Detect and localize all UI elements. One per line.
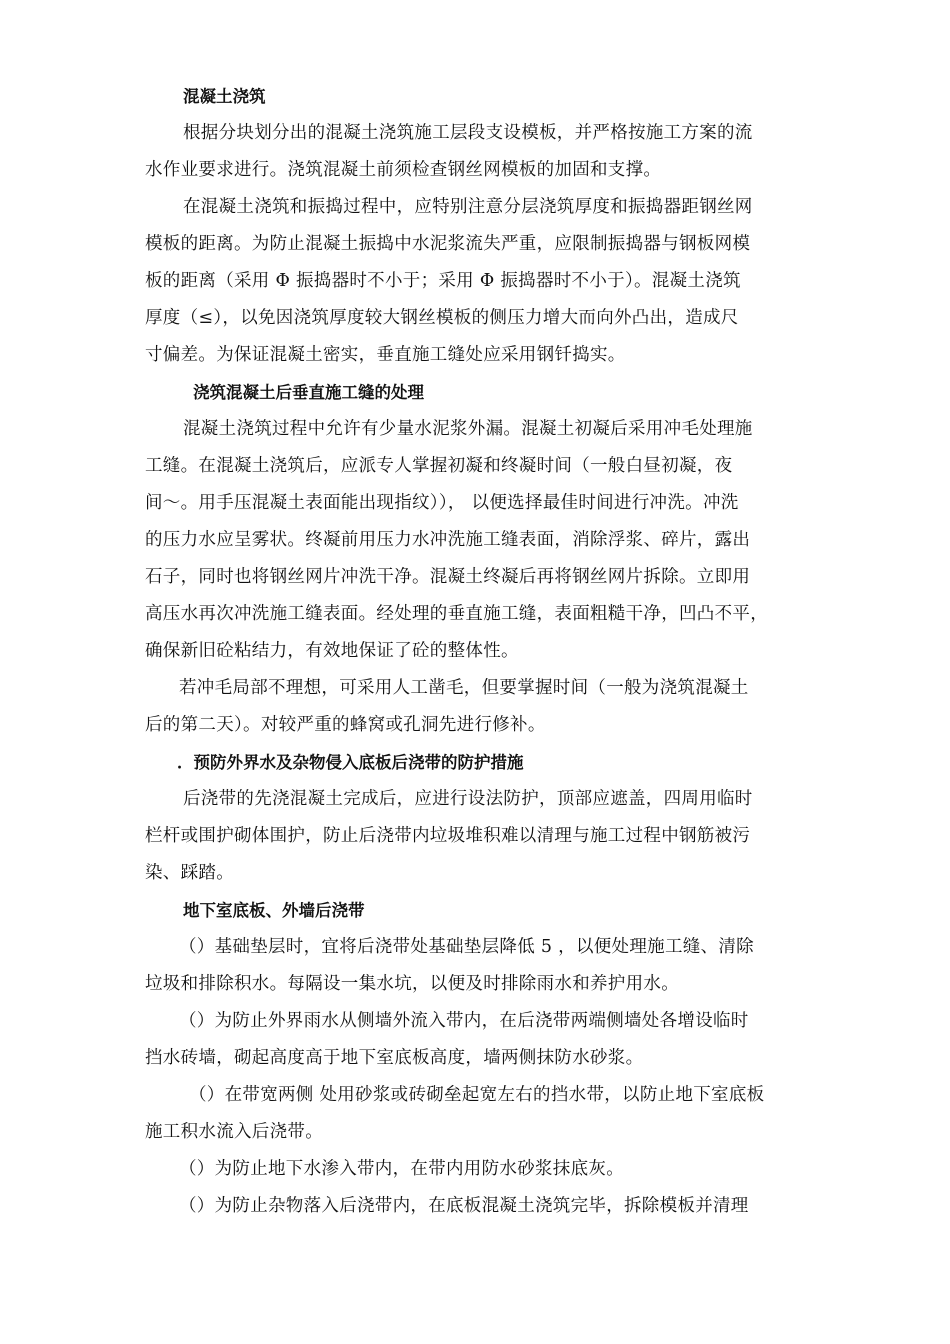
text-line: （）为防止外界雨水从侧墙外流入带内，在后浇带两端侧墙处各增设临时 [179, 1011, 749, 1031]
text-line: 模板的距离。为防止混凝土振捣中水泥浆流失严重，应限制振捣器与钢板网模 [145, 234, 751, 254]
paragraph [145, 781, 807, 892]
text-line: （）为防止地下水渗入带内，在带内用防水砂浆抹底灰。 [179, 1159, 624, 1179]
text-line: 水作业要求进行。浇筑混凝土前须检查钢丝网模板的加固和支撑。 [145, 160, 662, 180]
paragraph [145, 670, 807, 744]
text-line: 寸偏差。为保证混凝土密实，垂直施工缝处应采用钢钎捣实。 [145, 345, 626, 365]
text-line: 石子，同时也将钢丝网片冲洗干净。混凝土终凝后再将钢丝网片拆除。立即用 [145, 567, 751, 587]
text-line: 间～。用手压混凝土表面能出现指纹））， 以便选择最佳时间进行冲洗。冲洗 [145, 493, 739, 513]
paragraph [145, 115, 807, 189]
paragraph [145, 1077, 807, 1151]
paragraph [145, 1188, 807, 1225]
text-line: 根据分块划分出的混凝土浇筑施工层段支设模板，并严格按施工方案的流 [183, 123, 753, 143]
text-line: 板的距离（采用 Φ 振捣器时不小于；采用 Φ 振捣器时不小于）。混凝土浇筑 [145, 271, 741, 291]
text-line: 后的第二天）。对较严重的蜂窝或孔洞先进行修补。 [145, 715, 546, 735]
text-line: 若冲毛局部不理想，可采用人工凿毛，但要掌握时间（一般为浇筑混凝土 [179, 678, 749, 698]
text-line: 的压力水应呈雾状。终凝前用压力水冲洗施工缝表面，消除浮浆、碎片，露出 [145, 530, 751, 550]
text-line: 在混凝土浇筑和振捣过程中，应特别注意分层浇筑厚度和振捣器距钢丝网 [183, 197, 753, 217]
section-heading: 浇筑混凝土后垂直施工缝的处理 [193, 383, 424, 402]
paragraph [145, 189, 807, 374]
paragraph [145, 1151, 807, 1188]
text-line: 高压水再次冲洗施工缝表面。经处理的垂直施工缝，表面粗糙干净，凹凸不平， [145, 604, 768, 624]
paragraph [145, 411, 807, 670]
text-line: 工缝。在混凝土浇筑后，应派专人掌握初凝和终凝时间（一般白昼初凝，夜 [145, 456, 733, 476]
text-line: 施工积水流入后浇带。 [145, 1122, 323, 1142]
section-heading: 混凝土浇筑 [183, 87, 266, 106]
document-page [145, 78, 807, 1225]
text-line: 栏杆或围护砌体围护，防止后浇带内垃圾堆积难以清理与施工过程中钢筋被污 [145, 826, 751, 846]
text-line: （）在带宽两侧 处用砂浆或砖砌垒起宽左右的挡水带，以防止地下室底板 [189, 1085, 765, 1105]
text-line: 确保新旧砼粘结力，有效地保证了砼的整体性。 [145, 641, 519, 661]
paragraph [145, 1003, 807, 1077]
text-line: 染、踩踏。 [145, 863, 234, 883]
text-line: 垃圾和排除积水。每隔设一集水坑，以便及时排除雨水和养护用水。 [145, 974, 679, 994]
text-line: 挡水砖墙，砌起高度高于地下室底板高度，墙两侧抹防水砂浆。 [145, 1048, 644, 1068]
paragraph [145, 929, 807, 1003]
text-line: （）基础垫层时，宜将后浇带处基础垫层降低 5 ，以便处理施工缝、清除 [179, 937, 754, 957]
text-line: （）为防止杂物落入后浇带内，在底板混凝土浇筑完毕，拆除模板并清理 [179, 1196, 749, 1216]
text-line: 后浇带的先浇混凝土完成后，应进行设法防护，顶部应遮盖，四周用临时 [183, 789, 753, 809]
section-heading: ．预防外界水及杂物侵入底板后浇带的防护措施 [177, 753, 524, 772]
section-heading: 地下室底板、外墙后浇带 [183, 901, 365, 920]
text-line: 厚度（≤），以免因浇筑厚度较大钢丝模板的侧压力增大而向外凸出，造成尺 [145, 308, 739, 328]
text-line: 混凝土浇筑过程中允许有少量水泥浆外漏。混凝土初凝后采用冲毛处理施 [183, 419, 753, 439]
